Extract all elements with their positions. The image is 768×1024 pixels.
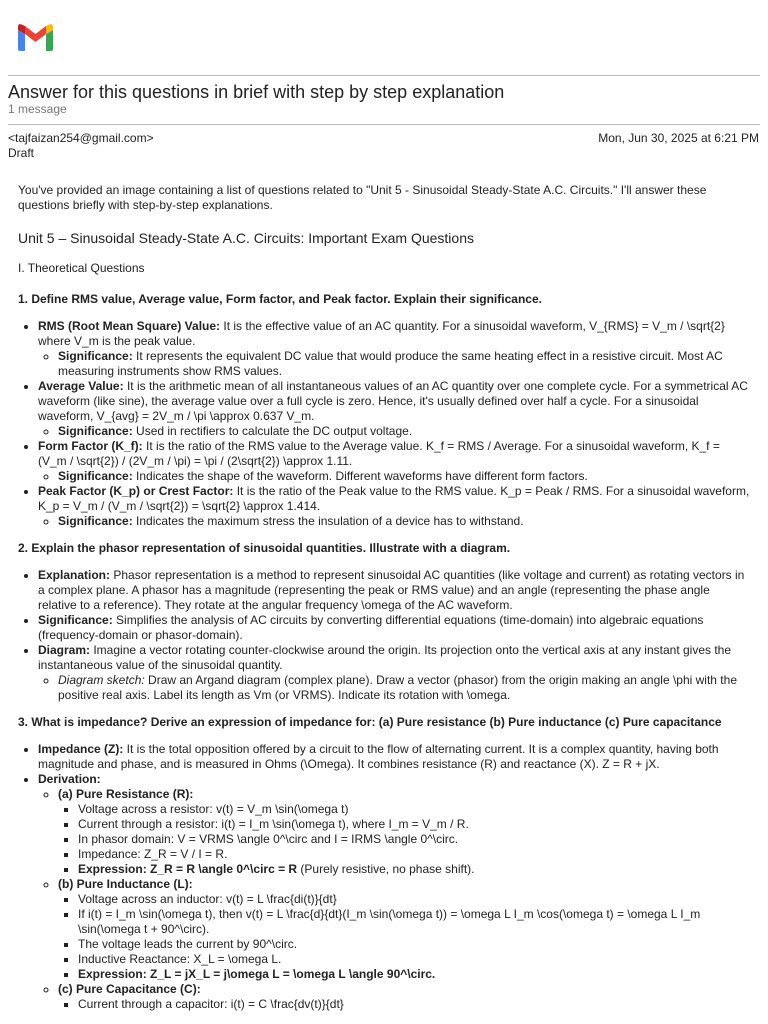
list-item: • Derivation: ◦ (a) Pure Resistance (R): ▪ Voltage across a resistor: v(t) = V_m \sin(\omega t) ▪ Current through a resistor: i(t) = I_m \sin(\omega t), where I_m = V_m / R. ▪ In phasor domain: V = VRMS \angle 0^\circ and I = IRMS \angle 0^\circ. ▪ Impedance: Z_R = V / I = R. ▪ Expression: Z_R = R \angle 0^\circ = R (Purely resistive, no phase shift). ◦ (b) Pure Inductance (L): ▪ Voltage across an inductor: v(t) = L \frac{di(t)}{dt} ▪ If i(t) = I_m \sin(\omega t), then v(t) = L \frac{d}{dt}(I_m \sin(\omega t)) = \omega L I_m \cos(\omega t) = \omega L I_m \sin(\omega t + 90^\circ). ▪ The voltage leads the current by 90^\circ. ▪ Inductive Reactance: X_L = \omega L. ▪ Expression: Z_L = jX_L = j\omega L = \omega L \angle 90^\circ. ◦ (c) Pure Capacitance (C): ▪ Current through a capacitor: i(t) = C \frac{dv(t)}{dt} (38, 772, 750, 1012)
message-divider (8, 124, 760, 125)
list-item: ▪ Current through a resistor: i(t) = I_m \sin(\omega t), where I_m = V_m / R. (78, 817, 750, 832)
message-body (18, 183, 750, 1012)
question-3-list (18, 742, 750, 1012)
header-divider (8, 75, 760, 76)
list-item: ▪ Voltage across a resistor: v(t) = V_m \sin(\omega t) (78, 802, 750, 817)
list-item: ◦ Significance: Indicates the maximum stress the insulation of a device has to withstand. (58, 514, 750, 529)
question-2-title: 2. Explain the phasor representation of sinusoidal quantities. Illustrate with a diagram. (18, 541, 511, 555)
list-item: ▪ Impedance: Z_R = V / I = R. (78, 847, 750, 862)
question-3-title: 3. What is impedance? Derive an expression of impedance for: (a) Pure resistance (b) Pure inductance (c) Pure capacitance (18, 715, 722, 729)
list-item: • Peak Factor (K_p) or Crest Factor: It is the ratio of the Peak value to the RMS value. K_p = Peak / RMS. For a sinusoidal waveform, K_p = V_m / (V_m / \sqrt{2}) = \sqrt{2} \approx 1.414. ◦ Significance: Indicates the maximum stress the insulation of a device has to withstand. (38, 484, 750, 529)
list-item: ▪ Expression: Z_R = R \angle 0^\circ = R (Purely resistive, no phase shift). (78, 862, 750, 877)
list-item: ◦ Significance: Indicates the shape of the waveform. Different waveforms have different form factors. (58, 469, 750, 484)
gmail-logo-icon (16, 22, 55, 52)
list-item: ◦ Significance: It represents the equivalent DC value that would produce the same heating effect in a resistive circuit. Most AC measuring instruments show RMS values. (58, 349, 750, 379)
section-heading: I. Theoretical Questions (18, 261, 145, 275)
question-1-list (18, 319, 750, 529)
list-item: ▪ If i(t) = I_m \sin(\omega t), then v(t) = L \frac{d}{dt}(I_m \sin(\omega t)) = \omega L I_m \cos(\omega t) = \omega L I_m \sin(\omega t + 90^\circ). (78, 907, 750, 937)
question-1-title: 1. Define RMS value, Average value, Form factor, and Peak factor. Explain their significance. (18, 292, 542, 306)
message-count: 1 message (8, 102, 67, 116)
message-date: Mon, Jun 30, 2025 at 6:21 PM (598, 131, 759, 145)
list-item: • RMS (Root Mean Square) Value: It is the effective value of an AC quantity. For a sinusoidal waveform, V_{RMS} = V_m / \sqrt{2} where V_m is the peak value. ◦ Significance: It represents the equivalent DC value that would produce the same heating effect in a resistive circuit. Most AC measuring instruments show RMS values. (38, 319, 750, 379)
list-item: • Average Value: It is the arithmetic mean of all instantaneous values of an AC quantity over one complete cycle. For a symmetrical AC waveform (like sine), the average value over a full cycle is zero. Hence, it's usually defined over half a cycle. For a sinusoidal waveform, V_{avg} = 2V_m / \pi \approx 0.637 V_m. ◦ Significance: Used in rectifiers to calculate the DC output voltage. (38, 379, 750, 439)
list-item: • Form Factor (K_f): It is the ratio of the RMS value to the Average value. K_f = RMS / Average. For a sinusoidal waveform, K_f = (V_m / \sqrt{2}) / (2V_m / \pi) = \pi / (2\sqrt{2}) \approx 1.11. ◦ Significance: Indicates the shape of the waveform. Different waveforms have different form factors. (38, 439, 750, 484)
body-heading: Unit 5 – Sinusoidal Steady-State A.C. Circuits: Important Exam Questions (18, 230, 474, 246)
list-item: ▪ Inductive Reactance: X_L = \omega L. (78, 952, 750, 967)
list-item: ◦ Significance: Used in rectifiers to calculate the DC output voltage. (58, 424, 750, 439)
email-subject: Answer for this questions in brief with step by step explanation (8, 82, 505, 102)
list-item: ▪ Voltage across an inductor: v(t) = L \frac{di(t)}{dt} (78, 892, 750, 907)
list-item: • Significance: Simplifies the analysis of AC circuits by converting differential equations (time-domain) into algebraic equations (frequency-domain or phasor-domain). (38, 613, 750, 643)
intro-paragraph: You've provided an image containing a list of questions related to "Unit 5 - Sinusoidal Steady-State A.C. Circuits." I'll answer these questions briefly with step-by-step explanations. (18, 183, 707, 212)
list-item: ◦ (a) Pure Resistance (R): ▪ Voltage across a resistor: v(t) = V_m \sin(\omega t) ▪ Current through a resistor: i(t) = I_m \sin(\omega t), where I_m = V_m / R. ▪ In phasor domain: V = VRMS \angle 0^\circ and I = IRMS \angle 0^\circ. ▪ Impedance: Z_R = V / I = R. ▪ Expression: Z_R = R \angle 0^\circ = R (Purely resistive, no phase shift). (58, 787, 750, 877)
list-item: ▪ Expression: Z_L = jX_L = j\omega L = \omega L \angle 90^\circ. (78, 967, 750, 982)
list-item: ▪ The voltage leads the current by 90^\circ. (78, 937, 750, 952)
list-item: • Diagram: Imagine a vector rotating counter-clockwise around the origin. Its projection onto the vertical axis at any instant gives the instantaneous value of the sinusoidal quantity. ◦ Diagram sketch: Draw an Argand diagram (complex plane). Draw a vector (phasor) from the origin making an angle \phi with the positive real axis. Label its length as Vm (or VRMS). Indicate its rotation with \omega. (38, 643, 750, 703)
list-item: ◦ (c) Pure Capacitance (C): ▪ Current through a capacitor: i(t) = C \frac{dv(t)}{dt} (58, 982, 750, 1012)
list-item: ▪ Current through a capacitor: i(t) = C \frac{dv(t)}{dt} (78, 997, 750, 1012)
draft-label: Draft (8, 146, 35, 160)
sender-address[interactable]: <tajfaizan254@gmail.com> (8, 131, 154, 145)
list-item: • Impedance (Z): It is the total opposition offered by a circuit to the flow of alternating current. It is a complex quantity, having both magnitude and phase, and is measured in Ohms (\Omega). It combines resistance (R) and reactance (X). Z = R + jX. (38, 742, 750, 772)
list-item: ◦ Diagram sketch: Draw an Argand diagram (complex plane). Draw a vector (phasor) from the origin making an angle \phi with the positive real axis. Label its length as Vm (or VRMS). Indicate its rotation with \omega. (58, 673, 750, 703)
list-item: • Explanation: Phasor representation is a method to represent sinusoidal AC quantities (like voltage and current) as rotating vectors in a complex plane. A phasor has a magnitude (representing the peak or RMS value) and an angle (representing the phase angle relative to a reference). They rotate at the angular frequency \omega of the AC waveform. (38, 568, 750, 613)
list-item: ▪ In phasor domain: V = VRMS \angle 0^\circ and I = IRMS \angle 0^\circ. (78, 832, 750, 847)
question-2-list (18, 568, 750, 703)
list-item: ◦ (b) Pure Inductance (L): ▪ Voltage across an inductor: v(t) = L \frac{di(t)}{dt} ▪ If i(t) = I_m \sin(\omega t), then v(t) = L \frac{d}{dt}(I_m \sin(\omega t)) = \omega L I_m \cos(\omega t) = \omega L I_m \sin(\omega t + 90^\circ). ▪ The voltage leads the current by 90^\circ. ▪ Inductive Reactance: X_L = \omega L. ▪ Expression: Z_L = jX_L = j\omega L = \omega L \angle 90^\circ. (58, 877, 750, 982)
